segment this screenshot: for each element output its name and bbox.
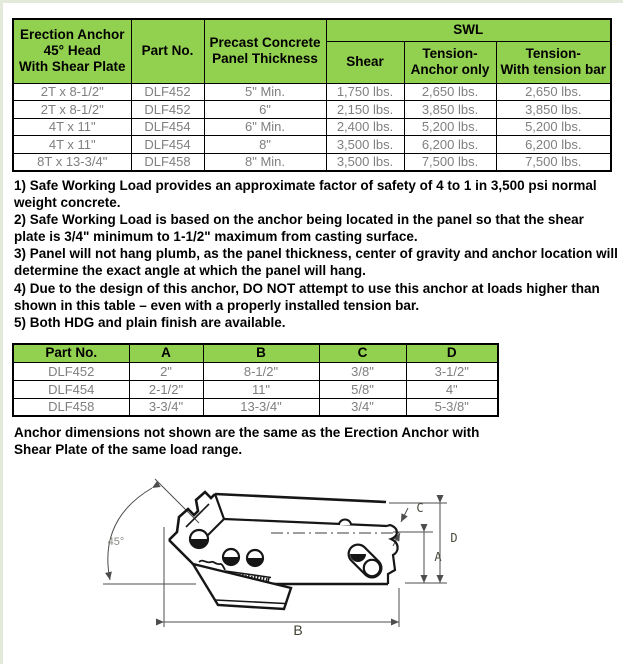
table-cell: 2,400 lbs.: [326, 118, 404, 136]
table-cell: 6,200 lbs.: [404, 136, 496, 154]
table-cell: 3,500 lbs.: [326, 153, 404, 171]
table-row: [13, 380, 498, 398]
table-cell: 8T x 13-3/4": [13, 153, 131, 171]
notes-block: [14, 177, 618, 331]
table-cell: 2,150 lbs.: [326, 101, 404, 119]
dim-label-angle: 45°: [107, 536, 125, 548]
header-line: 45° Head: [43, 43, 101, 59]
header-line: Tension-: [422, 46, 478, 61]
table-cell: 2-1/2": [129, 380, 203, 398]
swl-table-header-tension-anchor: [404, 41, 496, 83]
table-cell: 3-3/4": [129, 398, 203, 416]
table-row: [13, 83, 611, 101]
table-cell: 7,500 lbs.: [404, 153, 496, 171]
dim-label-c: C: [416, 501, 424, 515]
header-line: Panel Thickness: [212, 51, 318, 67]
table-cell: 13-3/4": [203, 398, 319, 416]
table-cell: 5/8": [319, 380, 406, 398]
table-cell: 11": [203, 380, 319, 398]
dim-table-header-d: D: [406, 344, 498, 362]
dim-label-d: D: [450, 531, 458, 545]
table-cell: DLF454: [131, 118, 204, 136]
dim-table-header-b: B: [203, 344, 319, 362]
table-cell: 4": [406, 380, 498, 398]
swl-table-header-panel-thickness: [204, 19, 326, 83]
table-cell: 1,750 lbs.: [326, 83, 404, 101]
dim-table-header-c: C: [319, 344, 406, 362]
swl-table-header-swl: SWL: [326, 19, 611, 41]
swl-table-header-tension-bar: [496, 41, 611, 83]
table-cell: 5" Min.: [204, 83, 326, 101]
table-cell: 8-1/2": [203, 362, 319, 380]
table-cell: DLF452: [131, 83, 204, 101]
note-item: 5) Both HDG and plain finish are available.: [14, 314, 286, 330]
note-item: 1) Safe Working Load provides an approximate factor of safety of 4 to 1 in 3,500 psi normal weight concrete.: [14, 178, 597, 211]
table-cell: 8" Min.: [204, 153, 326, 171]
dim-label-b: B: [293, 622, 303, 638]
table-cell: 7,500 lbs.: [496, 153, 611, 171]
table-cell: 8": [204, 136, 326, 154]
table-cell: DLF458: [13, 398, 129, 416]
header-line: Erection Anchor: [19, 27, 125, 43]
table-cell: 5,200 lbs.: [404, 118, 496, 136]
dim-table-header-a: A: [129, 344, 203, 362]
table-cell: 3-1/2": [406, 362, 498, 380]
table-cell: 6": [204, 101, 326, 119]
anchor-body: [169, 492, 401, 609]
table-cell: 2,650 lbs.: [404, 83, 496, 101]
table-cell: 4T x 11": [13, 118, 131, 136]
table-row: [13, 118, 611, 136]
note-item: 2) Safe Working Load is based on the anchor being located in the panel so that the shear plate is 3/4" minimum to 1-1/2" maximum from casting surface.: [14, 212, 584, 245]
header-line: Precast Concrete: [209, 35, 321, 51]
table-cell: DLF452: [131, 101, 204, 119]
note-item: 3) Panel will not hang plumb, as the panel thickness, center of gravity and anchor location will determine the exact angle at which the panel will hang.: [14, 246, 618, 279]
header-line: With tension bar: [500, 62, 607, 77]
table-row: [13, 153, 611, 171]
table-cell: 6" Min.: [204, 118, 326, 136]
table-cell: 3,850 lbs.: [404, 101, 496, 119]
swl-table-header-anchor: [13, 19, 131, 83]
table-cell: 2T x 8-1/2": [13, 101, 131, 119]
header-line: Anchor only: [410, 62, 490, 77]
table-cell: 6,200 lbs.: [496, 136, 611, 154]
table-cell: DLF454: [131, 136, 204, 154]
swl-table: [12, 18, 612, 172]
dim-label-a: A: [434, 550, 442, 564]
table-row: [13, 398, 498, 416]
table-cell: 3,850 lbs.: [496, 101, 611, 119]
dimensions-note: Anchor dimensions not shown are the same as the Erection Anchor with Shear Plate of the same load range.: [14, 425, 480, 458]
anchor-drawing: [3, 462, 623, 664]
table-cell: 3/8": [319, 362, 406, 380]
table-cell: 4T x 11": [13, 136, 131, 154]
swl-table-header-part-no: Part No.: [131, 19, 204, 83]
table-cell: DLF454: [13, 380, 129, 398]
swl-table-header-shear: Shear: [326, 41, 404, 83]
table-row: [13, 101, 611, 119]
note-item: 4) Due to the design of this anchor, DO NOT attempt to use this anchor at loads higher than shown in this table – even with a properly installed tension bar.: [14, 280, 600, 313]
table-cell: 2": [129, 362, 203, 380]
table-cell: DLF458: [131, 153, 204, 171]
table-row: [13, 136, 611, 154]
table-cell: 5,200 lbs.: [496, 118, 611, 136]
table-cell: 3,500 lbs.: [326, 136, 404, 154]
table-cell: 3/4": [319, 398, 406, 416]
table-cell: 2,650 lbs.: [496, 83, 611, 101]
table-cell: DLF452: [13, 362, 129, 380]
header-line: With Shear Plate: [19, 59, 126, 75]
table-cell: 5-3/8": [406, 398, 498, 416]
dimensions-table: [12, 343, 499, 417]
dim-table-header-part-no: Part No.: [13, 344, 129, 362]
table-cell: 2T x 8-1/2": [13, 83, 131, 101]
header-line: Tension-: [525, 46, 581, 61]
table-row: [13, 362, 498, 380]
